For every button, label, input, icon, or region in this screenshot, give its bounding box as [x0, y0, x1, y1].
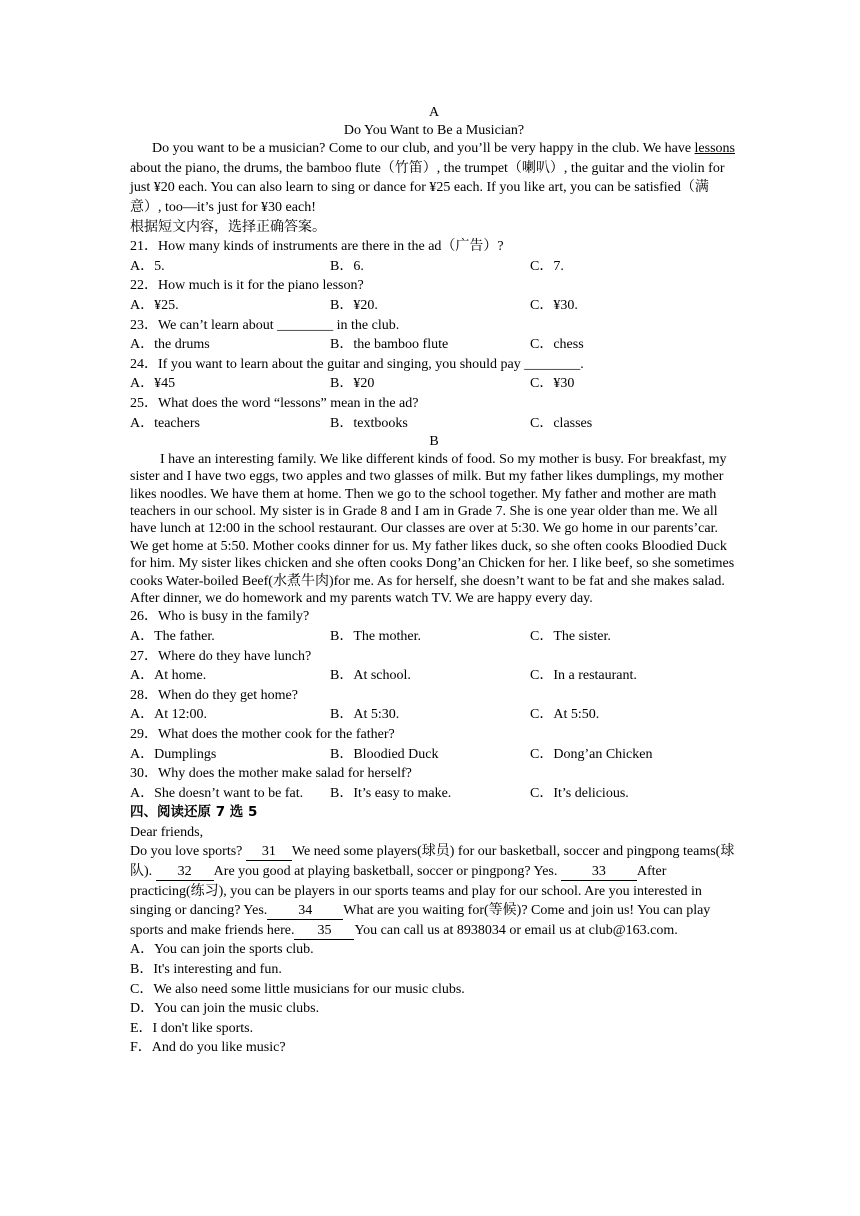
cloze-option-b: B．It's interesting and fun.	[130, 962, 282, 978]
option-a: A．Dumplings	[130, 746, 217, 762]
option-b: B．¥20	[330, 376, 375, 392]
option-c: C．¥30	[530, 376, 575, 392]
option-a: A．¥25.	[130, 297, 179, 313]
option-b: B．At school.	[330, 668, 411, 684]
section-4-heading: 四、阅读还原 7 选 5	[130, 804, 258, 821]
option-row	[130, 666, 738, 686]
question-text: 29．What does the mother cook for the father?	[130, 726, 395, 742]
option-c: C．7.	[530, 258, 564, 274]
option-b: B．At 5:30.	[330, 707, 400, 723]
question-30	[130, 764, 738, 803]
question-text: 23．We can’t learn about ________ in the club.	[130, 317, 400, 333]
question-29	[130, 725, 738, 764]
option-c: C．The sister.	[530, 628, 611, 644]
section-a-title: Do You Want to Be a Musician?	[343, 122, 525, 138]
section-a-passage	[130, 139, 738, 217]
cloze-text-4: After practicing(练习), you can be players in our sports teams and play for our school. Are you interested in singing or dancing? Yes.	[130, 864, 702, 919]
option-row	[130, 414, 738, 434]
cloze-text-5: What are you waiting for(等候)? Come and join us! You can play sports and make friends here.	[130, 903, 711, 938]
question-26	[130, 607, 738, 646]
cloze-option-a: A．You can join the sports club.	[130, 942, 314, 958]
question-22	[130, 276, 738, 315]
option-row	[130, 335, 738, 355]
question-text: 26．Who is busy in the family?	[130, 609, 310, 625]
option-c: C．At 5:50.	[530, 707, 600, 723]
option-c: C．Dong’an Chicken	[530, 746, 653, 762]
question-24	[130, 355, 738, 394]
option-c: C．chess	[530, 337, 584, 353]
option-a: A．She doesn’t want to be fat.	[130, 785, 304, 801]
option-row	[130, 705, 738, 725]
cloze-option-c: C．We also need some little musicians for our music clubs.	[130, 981, 465, 997]
blank-33: 33	[561, 864, 637, 881]
blank-31: 31	[246, 844, 292, 861]
section-a-letter: A	[428, 105, 440, 120]
option-row	[130, 745, 738, 765]
option-row	[130, 784, 738, 804]
option-b: B．It’s easy to make.	[330, 785, 452, 801]
option-row	[130, 257, 738, 277]
cloze-passage	[130, 842, 738, 940]
option-a: A．¥45	[130, 376, 176, 392]
question-27	[130, 647, 738, 686]
cloze-text-1: Do you love sports?	[130, 844, 246, 860]
blank-32: 32	[156, 864, 214, 881]
option-b: B．The mother.	[330, 628, 421, 644]
option-a: A．At 12:00.	[130, 707, 207, 723]
question-28	[130, 686, 738, 725]
cloze-option-e: E．I don't like sports.	[130, 1020, 254, 1036]
cloze-text-2: We need some players(球员) for our basketball, soccer and pingpong teams(球队).	[130, 844, 735, 880]
section-a-instruction: 根据短文内容，选择正确答案。	[130, 219, 326, 235]
option-a: A．teachers	[130, 415, 200, 431]
blank-35: 35	[294, 923, 354, 940]
option-row	[130, 296, 738, 316]
section-b-letter: B	[429, 434, 439, 450]
question-text: 27．Where do they have lunch?	[130, 648, 312, 664]
option-b: B．the bamboo flute	[330, 337, 449, 353]
question-text: 25．What does the word “lessons” mean in the ad?	[130, 395, 419, 411]
cloze-option-f: F．And do you like music?	[130, 1040, 286, 1056]
option-row	[130, 627, 738, 647]
letter-greeting: Dear friends,	[130, 824, 204, 840]
option-a: A．The father.	[130, 628, 215, 644]
option-b: B．Bloodied Duck	[330, 746, 439, 762]
option-c: C．It’s delicious.	[530, 785, 629, 801]
option-c: C．classes	[530, 415, 593, 431]
cloze-option-d: D．You can join the music clubs.	[130, 1001, 320, 1017]
cloze-text-3: Are you good at playing basketball, soccer or pingpong? Yes.	[213, 864, 561, 880]
option-row	[130, 374, 738, 394]
option-c: C．In a restaurant.	[530, 668, 637, 684]
option-b: B．textbooks	[330, 415, 408, 431]
question-text: 21．How many kinds of instruments are there in the ad（广告）?	[130, 239, 504, 255]
question-21	[130, 237, 738, 276]
passage-a-part2: about the piano, the drums, the bamboo flute（竹笛）, the trumpet（喇叭）, the guitar and the violin for just ¥20 each. You can also learn to sing or dance for ¥25 each. If you like art, you can be satisfied（满意）, too—it’s just for ¥30 each!	[130, 160, 725, 215]
cloze-text-6: You can call us at 8938034 or email us at club@163.com.	[354, 922, 678, 938]
option-c: C．¥30.	[530, 297, 578, 313]
passage-a-part1: Do you want to be a musician? Come to our club, and you’ll be very happy in the club. We have	[152, 141, 695, 157]
section-b-passage: I have an interesting family. We like different kinds of food. So my mother is busy. For breakfast, my sister and I have two eggs, two apples and two glasses of milk. But my father likes dumplings, my mother likes noodles. We have them at home. Then we go to the school together. My father and mother are math teachers in our school. My sister is in Grade 8 and I am in Grade 7. She is one year older than me. We all have lunch at 12:00 in the school restaurant. Our classes are over at 5:30. We go home in our parents’car. We get home at 5:50. Mother cooks dinner for us. My father likes duck, so she often cooks Bloodied Duck for him. My sister likes chicken and she often cooks Dong’an Chicken for her. I like beef, so she sometimes cooks Water-boiled Beef(水煮牛肉)for me. As for herself, she doesn’t want to be fat and she makes salad. After dinner, we do homework and my parents watch TV. We are happy every day.	[130, 451, 735, 606]
passage-a-lessons: lessons	[694, 141, 735, 157]
question-text: 24．If you want to learn about the guitar and singing, you should pay ________.	[130, 356, 584, 372]
cloze-options	[130, 940, 738, 1058]
question-text: 28．When do they get home?	[130, 687, 298, 703]
blank-34: 34	[267, 903, 343, 920]
question-text: 22．How much is it for the piano lesson?	[130, 278, 364, 294]
option-a: A．5.	[130, 258, 165, 274]
option-a: A．the drums	[130, 337, 210, 353]
option-a: A．At home.	[130, 668, 207, 684]
option-b: B．6.	[330, 258, 364, 274]
question-text: 30．Why does the mother make salad for herself?	[130, 766, 412, 782]
question-25	[130, 394, 738, 433]
worksheet	[130, 104, 738, 1058]
option-b: B．¥20.	[330, 297, 378, 313]
question-23	[130, 316, 738, 355]
